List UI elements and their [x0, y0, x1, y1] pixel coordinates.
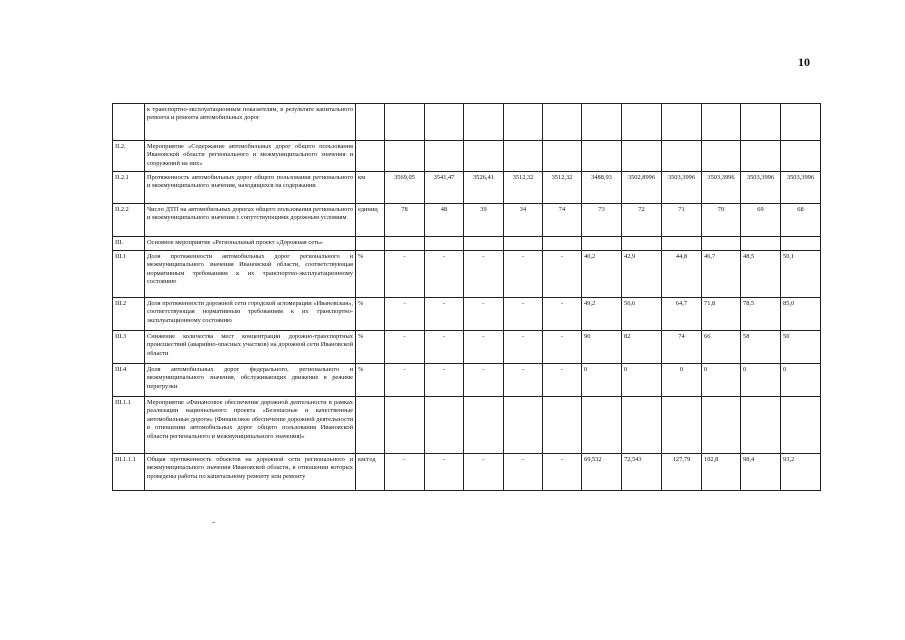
value-cell: 78 — [385, 204, 425, 237]
value-cell — [504, 397, 543, 454]
value-cell: - — [543, 454, 582, 491]
value-cell: 71,8 — [702, 298, 741, 331]
row-number — [113, 104, 145, 141]
row-number: II.2.2 — [113, 204, 145, 237]
value-cell — [662, 141, 702, 172]
table-row — [113, 397, 821, 454]
value-cell: 3569,05 — [385, 172, 425, 204]
row-number: III.2 — [113, 298, 145, 331]
table-row — [113, 364, 821, 397]
value-cell: 72,543 — [622, 454, 662, 491]
value-cell — [425, 141, 464, 172]
page-number: 10 — [798, 55, 810, 69]
row-number: III.1.1 — [113, 397, 145, 454]
value-cell — [464, 141, 504, 172]
value-cell — [662, 237, 702, 251]
value-cell — [385, 237, 425, 251]
value-cell: 0 — [622, 364, 662, 397]
table-row — [113, 172, 821, 204]
value-cell — [543, 397, 582, 454]
value-cell — [504, 237, 543, 251]
value-cell — [702, 397, 741, 454]
value-cell — [425, 397, 464, 454]
row-number: II.2.1 — [113, 172, 145, 204]
value-cell — [781, 237, 821, 251]
value-cell: - — [543, 298, 582, 331]
value-cell: - — [543, 251, 582, 298]
value-cell — [622, 237, 662, 251]
value-cell — [781, 141, 821, 172]
value-cell: 82 — [622, 331, 662, 364]
row-description: Мероприятие «Содержание автомобильных дорог общего пользования Ивановской области регионального и межмуниципального значения и сооружений на них» — [145, 141, 356, 172]
table-row — [113, 454, 821, 491]
value-cell: 3512,32 — [543, 172, 582, 204]
row-description: Основное мероприятие «Региональный проект «Дорожная сеть» — [145, 237, 356, 251]
row-number: III. — [113, 237, 145, 251]
row-description: Снижение количества мест концентрации дорожно-транспортных происшествий (аварийно-опасных участков) на дорожной сети Ивановской области — [145, 331, 356, 364]
value-cell — [504, 104, 543, 141]
value-cell — [781, 397, 821, 454]
value-cell — [702, 237, 741, 251]
row-unit — [356, 397, 385, 454]
value-cell — [582, 397, 622, 454]
row-number: III.1.1.1 — [113, 454, 145, 491]
value-cell: - — [464, 298, 504, 331]
value-cell: - — [385, 331, 425, 364]
row-description: Доля протяженности автомобильных дорог регионального и межмуниципального значения Ивановской области, соответствующая нормативным требованиям к их транспортно-эксплуатационному состоянию — [145, 251, 356, 298]
value-cell: 3503,3996 — [741, 172, 781, 204]
value-cell: 0 — [781, 364, 821, 397]
value-cell — [425, 104, 464, 141]
value-cell — [582, 141, 622, 172]
value-cell — [543, 237, 582, 251]
row-unit: км — [356, 172, 385, 204]
row-unit: % — [356, 251, 385, 298]
value-cell: 70 — [702, 204, 741, 237]
row-number: II.2. — [113, 141, 145, 172]
value-cell: 127,79 — [662, 454, 702, 491]
value-cell: - — [543, 364, 582, 397]
value-cell — [622, 104, 662, 141]
row-number: III.3 — [113, 331, 145, 364]
value-cell: 68 — [781, 204, 821, 237]
row-unit — [356, 237, 385, 251]
value-cell: 0 — [702, 364, 741, 397]
value-cell: - — [425, 251, 464, 298]
value-cell: - — [385, 251, 425, 298]
value-cell: 3503,3996 — [662, 172, 702, 204]
value-cell: 44,8 — [662, 251, 702, 298]
value-cell — [385, 104, 425, 141]
value-cell: - — [543, 331, 582, 364]
value-cell: 78,5 — [741, 298, 781, 331]
value-cell: 93,2 — [781, 454, 821, 491]
value-cell: 58 — [741, 331, 781, 364]
value-cell: 50 — [781, 331, 821, 364]
row-description: Доля протяженности дорожной сети городской агломерации «Ивановская», соответствующая нормативным требованиям к их транспортно-эксплуатационному состоянию — [145, 298, 356, 331]
value-cell: - — [385, 298, 425, 331]
value-cell: 71 — [662, 204, 702, 237]
value-cell — [702, 104, 741, 141]
table-row — [113, 141, 821, 172]
value-cell: 69,532 — [582, 454, 622, 491]
row-unit: % — [356, 364, 385, 397]
value-cell — [622, 397, 662, 454]
row-description: Протяженность автомобильных дорог общего пользования регионального и межмуниципального значения, находящихся на содержании — [145, 172, 356, 204]
value-cell: 3488,93 — [582, 172, 622, 204]
value-cell: 102,8 — [702, 454, 741, 491]
value-cell: 49,2 — [582, 298, 622, 331]
value-cell: 74 — [543, 204, 582, 237]
value-cell: 3541,47 — [425, 172, 464, 204]
row-description: Доля автомобильных дорог федерального, регионального и межмуниципального значения, обслуживающих движение в режиме перегрузки — [145, 364, 356, 397]
row-description: Общая протяженность объектов на дорожной сети регионального и межмуниципального значения Ивановской области, в отношении которых проведены работы по капитальному ремонту или ремонту — [145, 454, 356, 491]
table-row — [113, 298, 821, 331]
value-cell: 34 — [504, 204, 543, 237]
value-cell — [464, 104, 504, 141]
value-cell: - — [425, 331, 464, 364]
value-cell: 3502,8996 — [622, 172, 662, 204]
value-cell: 50,1 — [781, 251, 821, 298]
value-cell: 85,0 — [781, 298, 821, 331]
value-cell: - — [464, 331, 504, 364]
value-cell: 3512,32 — [504, 172, 543, 204]
value-cell: - — [464, 364, 504, 397]
value-cell: 69 — [741, 204, 781, 237]
value-cell: 0 — [582, 364, 622, 397]
value-cell — [741, 237, 781, 251]
value-cell: 3503,3996 — [781, 172, 821, 204]
value-cell: 3526,41 — [464, 172, 504, 204]
value-cell: - — [504, 331, 543, 364]
table-row — [113, 204, 821, 237]
value-cell — [741, 397, 781, 454]
value-cell: - — [464, 454, 504, 491]
value-cell: 98,4 — [741, 454, 781, 491]
value-cell: 0 — [741, 364, 781, 397]
value-cell: 42,9 — [622, 251, 662, 298]
value-cell: 48 — [425, 204, 464, 237]
row-unit: единиц — [356, 204, 385, 237]
value-cell: 90 — [582, 331, 622, 364]
value-cell: - — [464, 251, 504, 298]
value-cell: 40,2 — [582, 251, 622, 298]
value-cell: 64,7 — [662, 298, 702, 331]
row-number: III.4 — [113, 364, 145, 397]
value-cell: 0 — [662, 364, 702, 397]
table-row — [113, 251, 821, 298]
value-cell: 72 — [622, 204, 662, 237]
value-cell — [622, 141, 662, 172]
value-cell — [464, 397, 504, 454]
value-cell: 74 — [662, 331, 702, 364]
value-cell: 66 — [702, 331, 741, 364]
value-cell — [702, 141, 741, 172]
value-cell: 56,6 — [622, 298, 662, 331]
value-cell — [781, 104, 821, 141]
row-unit: км/год — [356, 454, 385, 491]
table-row — [113, 237, 821, 251]
value-cell — [582, 104, 622, 141]
value-cell — [504, 141, 543, 172]
table-row — [113, 104, 821, 141]
value-cell: 3503,3996 — [702, 172, 741, 204]
value-cell — [425, 237, 464, 251]
value-cell — [385, 141, 425, 172]
value-cell — [741, 104, 781, 141]
value-cell — [582, 237, 622, 251]
row-unit — [356, 141, 385, 172]
value-cell — [543, 104, 582, 141]
value-cell: - — [385, 364, 425, 397]
value-cell — [741, 141, 781, 172]
row-description: Мероприятие «Финансовое обеспечение дорожной деятельности в рамках реализации национального проекта «Безопасные и качественные автомобильные дороги» (Финансовое обеспечение дорожной деятельности в отношении автомобильных дорог общего пользования Ивановской области регионального и межмуниципального значения)» — [145, 397, 356, 454]
value-cell: - — [425, 298, 464, 331]
value-cell: - — [504, 251, 543, 298]
value-cell: - — [425, 364, 464, 397]
row-unit: % — [356, 298, 385, 331]
table-row — [113, 331, 821, 364]
value-cell: - — [504, 364, 543, 397]
row-unit: % — [356, 331, 385, 364]
value-cell — [385, 397, 425, 454]
row-description: Число ДТП на автомобильных дорогах общего пользования регионального и межмуниципального значения с сопутствующими дорожным условиям — [145, 204, 356, 237]
scan-speck — [212, 522, 215, 523]
value-cell — [464, 237, 504, 251]
row-unit — [356, 104, 385, 141]
value-cell: - — [425, 454, 464, 491]
value-cell: 39 — [464, 204, 504, 237]
value-cell — [662, 397, 702, 454]
value-cell — [543, 141, 582, 172]
indicators-table — [112, 103, 821, 491]
value-cell — [662, 104, 702, 141]
row-number: III.1 — [113, 251, 145, 298]
value-cell: - — [504, 454, 543, 491]
value-cell: 73 — [582, 204, 622, 237]
value-cell: - — [385, 454, 425, 491]
row-description: к транспортно-эксплуатационным показателям, в результате капитального ремонта и ремонта автомобильных дорог — [145, 104, 356, 141]
value-cell: - — [504, 298, 543, 331]
value-cell: 46,7 — [702, 251, 741, 298]
value-cell: 48,5 — [741, 251, 781, 298]
